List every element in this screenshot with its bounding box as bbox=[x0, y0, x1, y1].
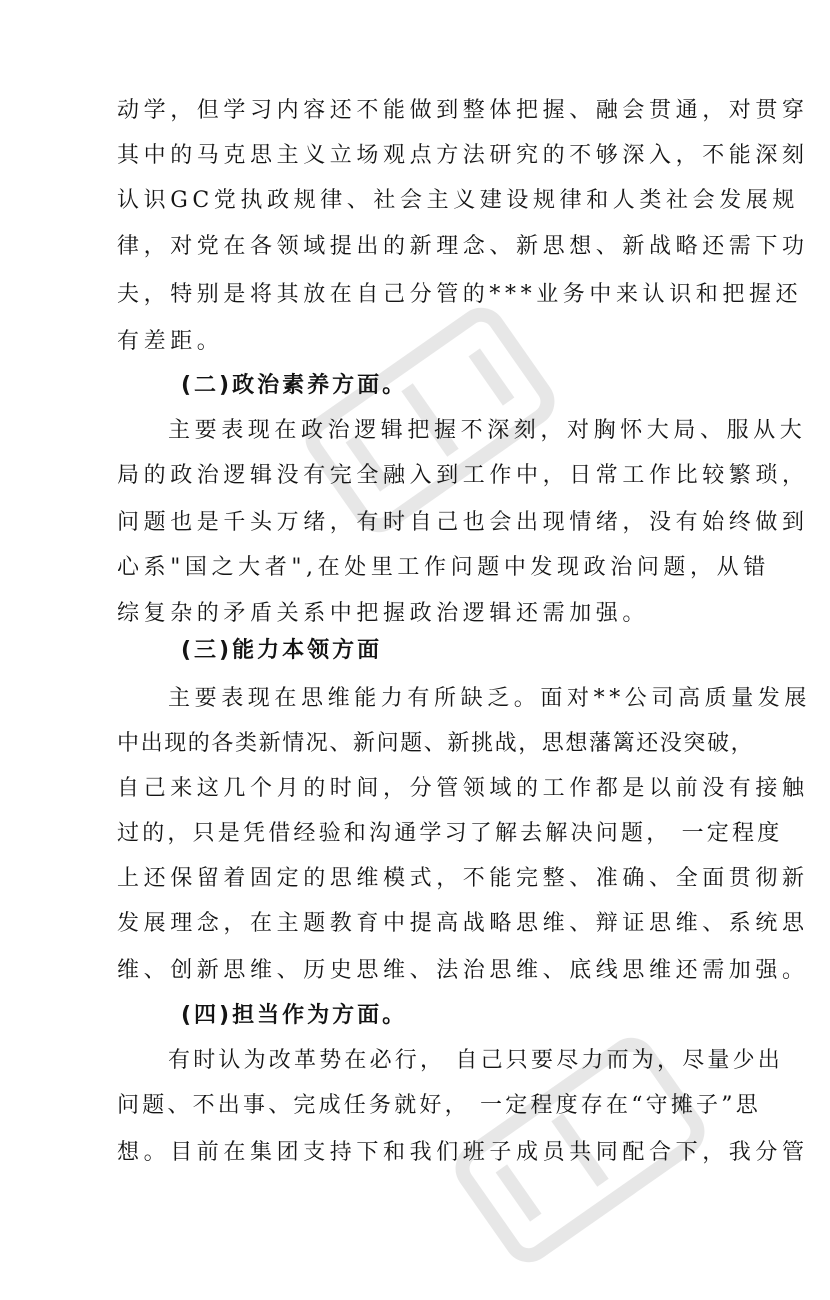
paragraph-line: 综复杂的矛盾关系中把握政治逻辑还需加强。 bbox=[117, 601, 650, 626]
paragraph-line: 其中的马克思主义立场观点方法研究的不够深入，不能深刻 bbox=[117, 143, 809, 168]
paragraph-line: 心系"国之大者",在处里工作问题中发现政治问题，从错 bbox=[117, 555, 770, 580]
paragraph-line: 发展理念，在主题教育中提高战略思维、辩证思维、系统思 bbox=[117, 911, 809, 936]
paragraph-line: 认识GC党执政规律、社会主义建设规律和人类社会发展规 bbox=[117, 188, 800, 213]
section-heading: (二)政治素养方面。 bbox=[181, 373, 408, 398]
paragraph-line: 问题也是千头万绪，有时自己也会出现情绪，没有始终做到 bbox=[117, 510, 809, 535]
paragraph-line: 有时认为改革势在必行， 自己只要尽力而为，尽量少出 bbox=[168, 1048, 783, 1073]
paragraph-line: 局的政治逻辑没有完全融入到工作中，日常工作比较繁琐， bbox=[117, 463, 809, 488]
paragraph-line: 主要表现在政治逻辑把握不深刻，对胸怀大局、服从大 bbox=[168, 418, 807, 443]
paragraph-line: 问题、不出事、完成任务就好， 一定程度存在“守摊子”思 bbox=[117, 1093, 761, 1118]
paragraph-line: 自己来这几个月的时间，分管领域的工作都是以前没有接触 bbox=[117, 776, 809, 801]
paragraph-line: 维、创新思维、历史思维、法治思维、底线思维还需加强。 bbox=[117, 958, 809, 983]
paragraph-line: 想。目前在集团支持下和我们班子成员共同配合下，我分管 bbox=[117, 1140, 809, 1165]
paragraph-line: 动学，但学习内容还不能做到整体把握、融会贯通，对贯穿 bbox=[117, 98, 809, 123]
paragraph-line: 上还保留着固定的思维模式，不能完整、准确、全面贯彻新 bbox=[117, 866, 809, 891]
paragraph-line: 主要表现在思维能力有所缺乏。面对**公司高质量发展 bbox=[168, 686, 812, 711]
paragraph-line: 过的，只是凭借经验和沟通学习了解去解决问题， 一定程度 bbox=[117, 821, 783, 846]
section-heading: (四)担当作为方面。 bbox=[181, 1003, 408, 1028]
paragraph-line: 中出现的各类新情况、新问题、新挑战，思想藩篱还没突破， bbox=[117, 731, 755, 756]
paragraph-line: 有差距。 bbox=[117, 329, 224, 354]
paragraph-line: 律，对党在各领域提出的新理念、新思想、新战略还需下功 bbox=[117, 234, 809, 259]
paragraph-line: 夫，特别是将其放在自己分管的***业务中来认识和把握还 bbox=[117, 282, 803, 307]
section-heading: (三)能力本领方面 bbox=[181, 638, 383, 663]
